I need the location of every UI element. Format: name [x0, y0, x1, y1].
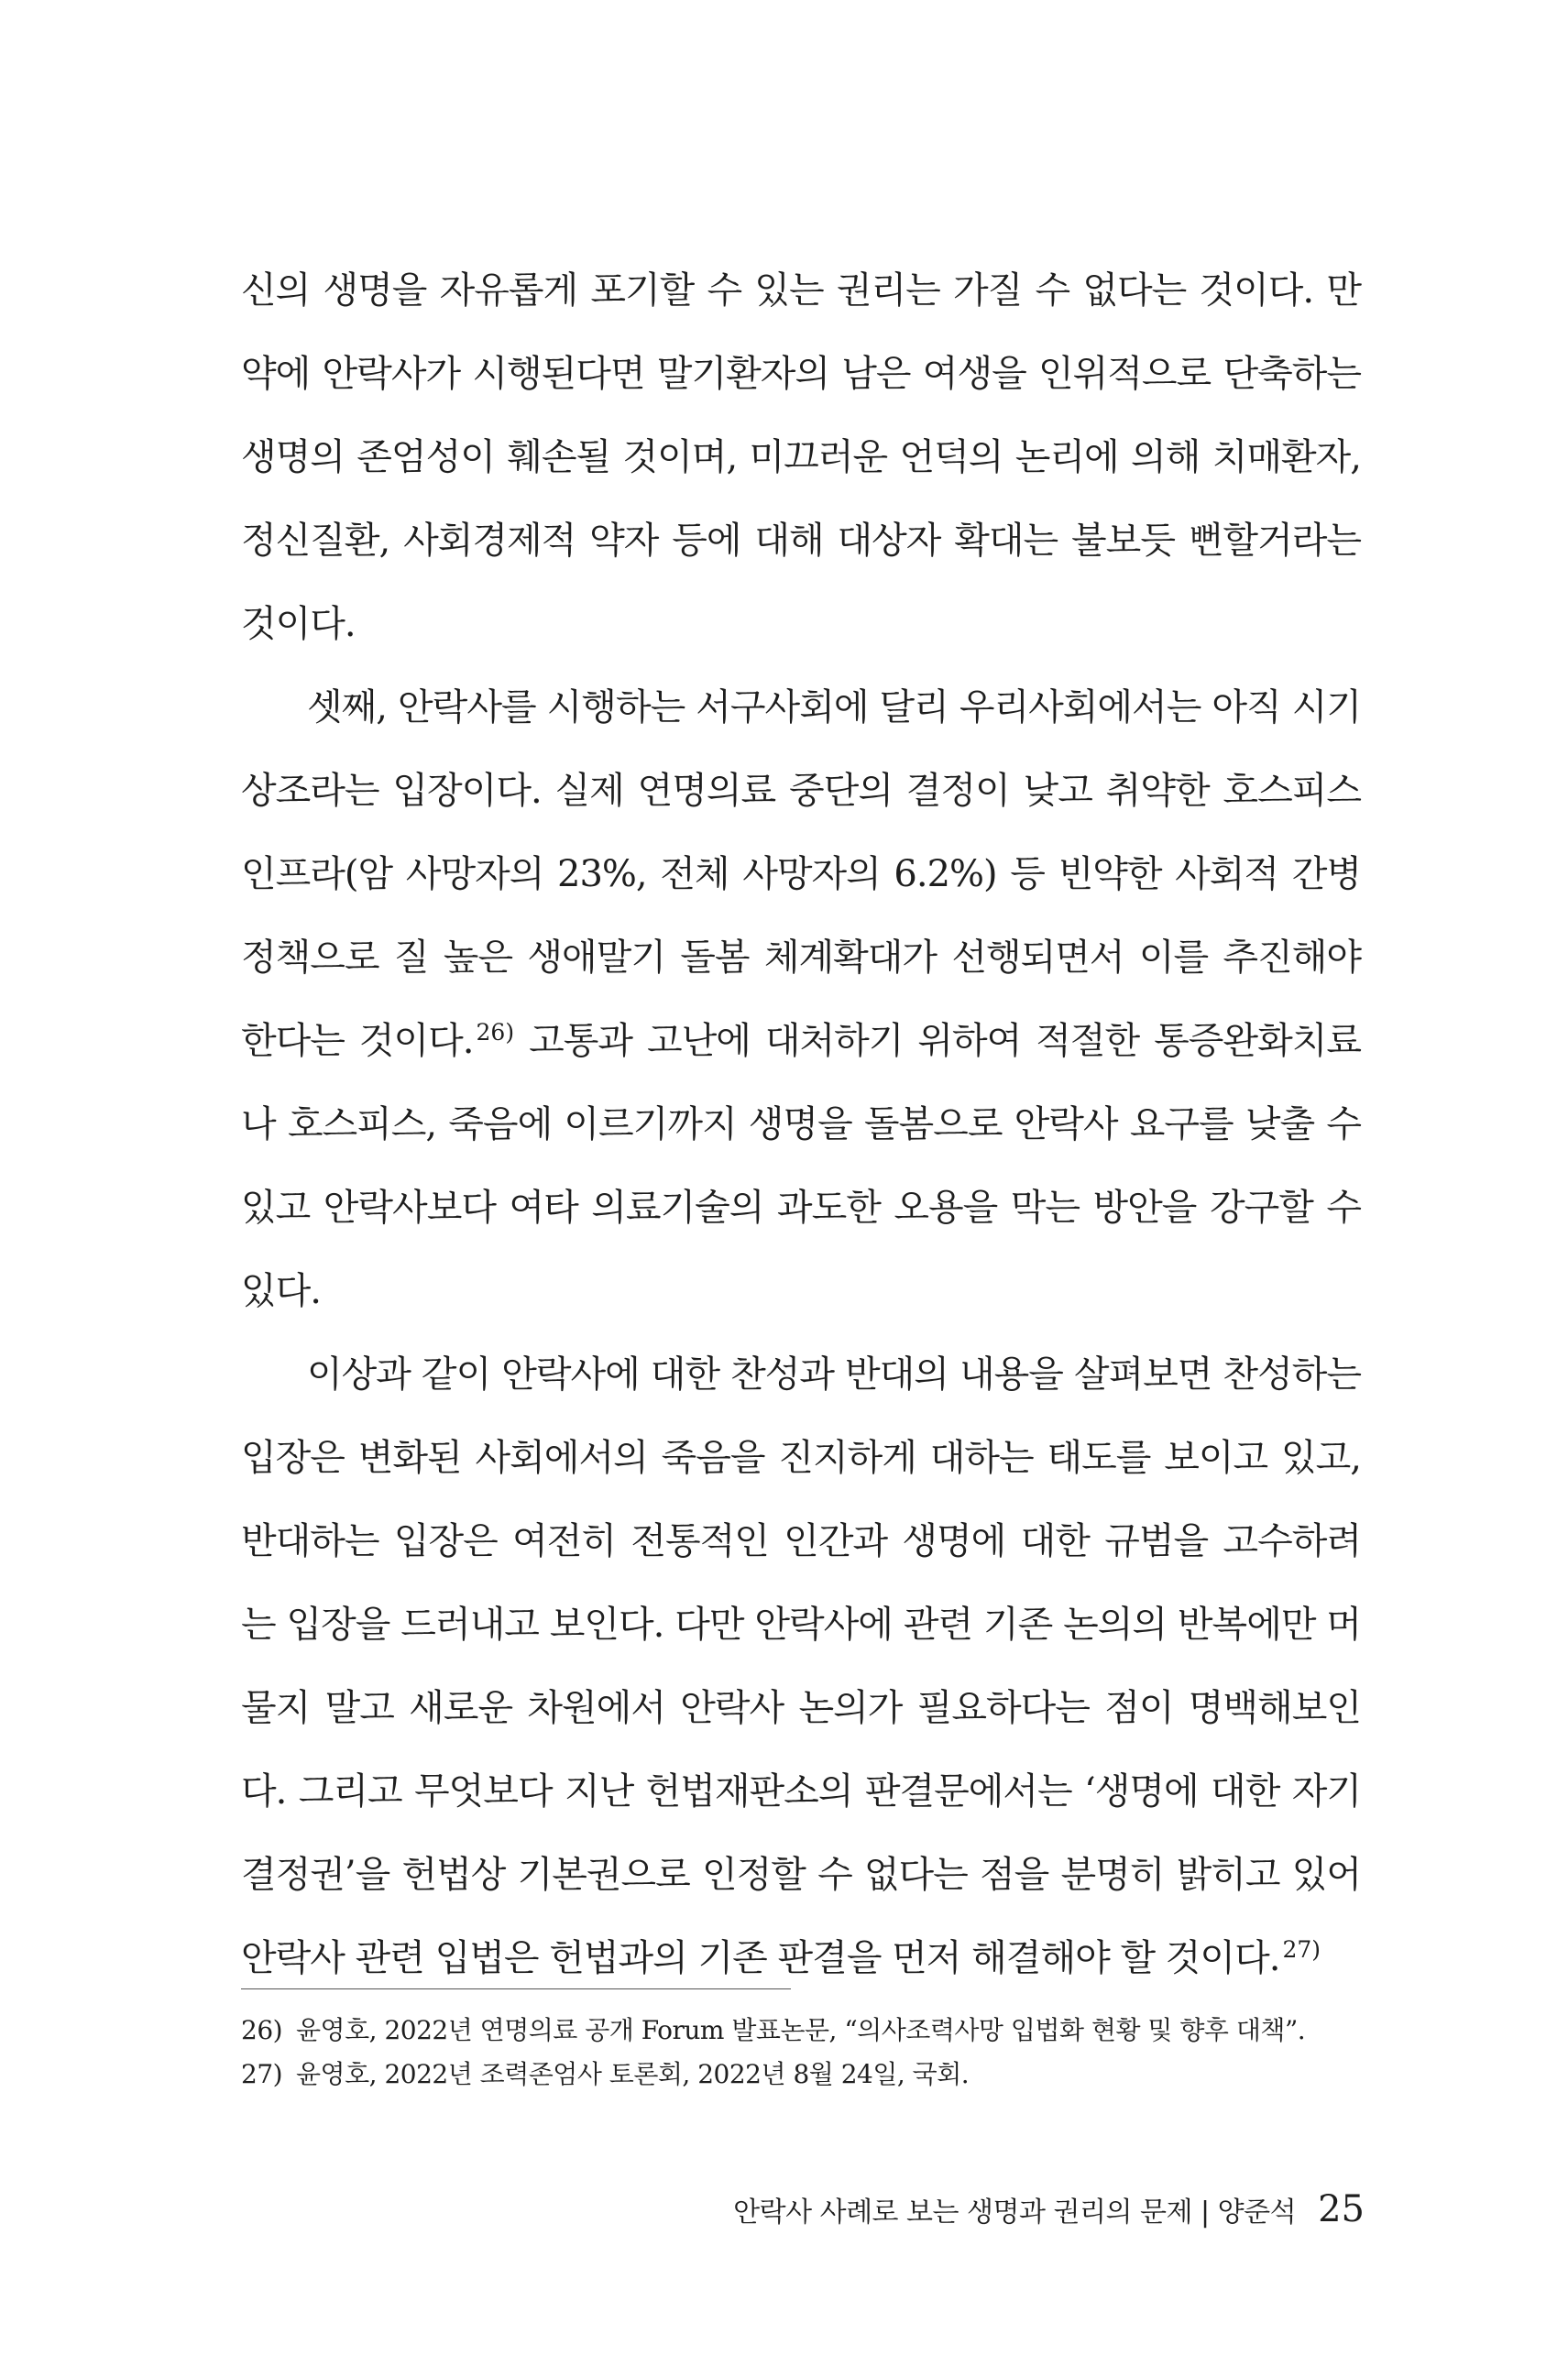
paragraph-2-text: 셋째, 안락사를 시행하는 서구사회에 달리 우리사회에서는 아직 시기 상조라는 입장이다. 실제 연명의료 중단의 결정이 낮고 취약한 호스피스 인프라(암 사망자의 23%, 전체 사망자의 6.2%) 등 빈약한 사회적 간병정책으로 질 높은 생애말기 돌봄 체계확대가 선행되면서 이를 추진해야 한다는 것이다. [241, 686, 1361, 1062]
main-text [241, 249, 1361, 2000]
paragraph-1-text: 신의 생명을 자유롭게 포기할 수 있는 권리는 가질 수 없다는 것이다. 만약에 안락사가 시행된다면 말기환자의 남은 여생을 인위적으로 단축하는 생명의 존엄성이 훼손될 것이며, 미끄러운 언덕의 논리에 의해 치매환자, 정신질환, 사회경제적 약자 등에 대해 대상자 확대는 불보듯 뻔할거라는 것이다. [241, 269, 1361, 645]
page-number: 25 [1318, 2188, 1365, 2230]
footnote-ref-27[interactable]: 27) [1282, 1936, 1321, 1963]
page-footer [733, 2188, 1365, 2230]
footnote-27 [241, 2053, 1361, 2097]
footnote-divider [241, 1988, 791, 1989]
paragraph-3 [241, 1333, 1361, 2000]
footnote-number: 27) [241, 2059, 283, 2089]
footnote-number: 26) [241, 2015, 283, 2045]
footnote-26 [241, 2009, 1361, 2053]
paragraph-3-text: 이상과 같이 안락사에 대한 찬성과 반대의 내용을 살펴보면 찬성하는 입장은 변화된 사회에서의 죽음을 진지하게 대하는 태도를 보이고 있고, 반대하는 입장은 여전히 전통적인 인간과 생명에 대한 규범을 고수하려는 입장을 드러내고 보인다. 다만 안락사에 관련 기존 논의의 반복에만 머물지 말고 새로운 차원에서 안락사 논의가 필요하다는 점이 명백해보인다. 그리고 무엇보다 지난 헌법재판소의 판결문에서는 ‘생명에 대한 자기 결정권’을 헌법상 기본권으로 인정할 수 없다는 점을 분명히 밝히고 있어 안락사 관련 입법은 헌법과의 기존 판결을 먼저 해결해야 할 것이다. [241, 1353, 1361, 1979]
footnote-text: 윤영호, 2022년 연명의료 공개 Forum 발표논문, “의사조력사망 입법화 현황 및 향후 대책”. [296, 2015, 1306, 2045]
footnote-text: 윤영호, 2022년 조력존엄사 토론회, 2022년 8월 24일, 국회. [296, 2059, 970, 2089]
footnotes [241, 2009, 1361, 2097]
footnote-ref-26[interactable]: 26) [476, 1019, 515, 1046]
running-title: 안락사 사례로 보는 생명과 권리의 문제 | 양준석 [733, 2196, 1297, 2229]
paragraph-2-text-cont: 고통과 고난에 대처하기 위하여 적절한 통증완화치료나 호스피스, 죽음에 이르기까지 생명을 돌봄으로 안락사 요구를 낮출 수 있고 안락사보다 여타 의료기술의 과도한 오용을 막는 방안을 강구할 수 있다. [241, 1020, 1361, 1312]
paragraph-1 [241, 249, 1361, 666]
paragraph-2 [241, 666, 1361, 1333]
